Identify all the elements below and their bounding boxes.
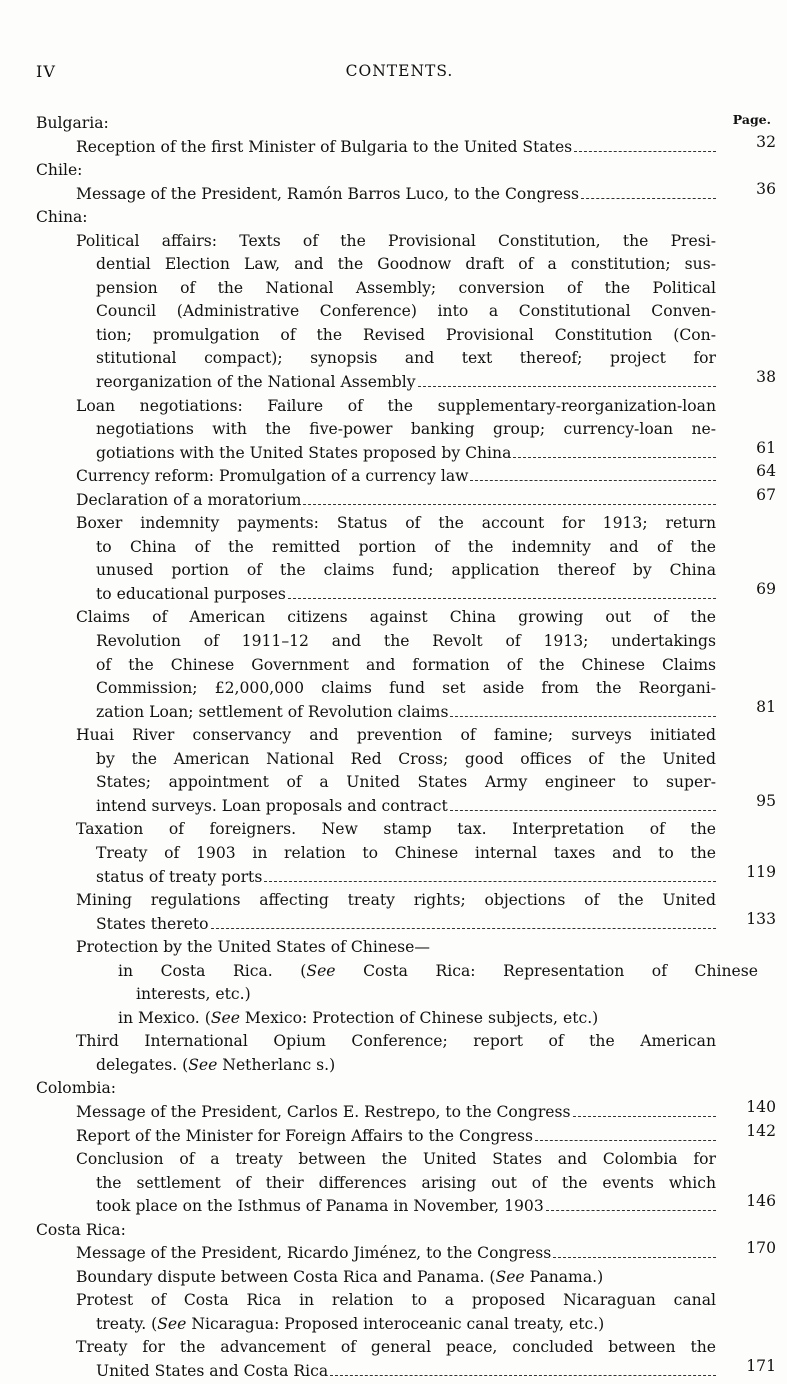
toc-entry-text: Revolution of 1911–12 and the Revolt of 1913; undertakings [96,632,716,651]
entry-text-post: Costa Rica: Representation of Chinese [335,961,758,980]
entry-text-pre: treaty. ( [96,1314,158,1333]
toc-entry-line [36,748,778,772]
page-number: 142 [746,1121,776,1140]
toc-entry-line [36,697,778,725]
toc-entry-text: gotiations with the United States proposed by China [96,443,512,462]
toc-entry-text: Report of the Minister for Foreign Affairs to the Congress [76,1126,533,1145]
toc-entry-text: Commission; £2,000,000 claims fund set aside from the Reorgani- [96,679,716,698]
dot-leader [574,151,716,152]
page-number: 146 [746,1192,776,1211]
page-number: 67 [756,485,776,504]
toc-entry-text: Protection by the United States of Chinese— [76,938,430,957]
dot-leader [470,480,716,481]
toc-entry-text: Political affairs: Texts of the Provisional Constitution, the Presi- [76,231,716,250]
toc-entry-text: status of treaty ports [96,867,263,886]
toc-entry-text: Huai River conservancy and prevention of famine; surveys initiated [76,726,716,745]
entry-text-post: Panama.) [524,1267,604,1286]
toc-entry-line [36,1336,778,1360]
page-number: 36 [756,179,776,198]
toc-entry-line [36,818,778,842]
toc-entry-text: Bulgaria: [36,114,109,132]
page-number: 32 [756,132,776,151]
toc-entry-text: reorganization of the National Assembly [96,373,416,392]
toc-entry-line [36,1192,778,1219]
page-number: 64 [756,462,776,481]
toc-entry-line [36,438,778,466]
toc-country-heading [36,1219,778,1243]
entry-text-pre: delegates. ( [96,1055,189,1074]
toc-entry-text: Treaty for the advancement of general peace, concluded between the [76,1338,716,1357]
toc-entry-text: negotiations with the five-power banking group; currency-loan ne- [96,420,716,439]
page-number: 133 [746,909,776,928]
toc-entry-line [36,132,778,160]
page-number: 171 [746,1356,776,1375]
toc-entry-text: Colombia: [36,1079,117,1098]
see-reference: See [210,1008,240,1027]
toc-entry-text [118,960,758,984]
dot-leader [303,504,716,505]
toc-entry-text: Loan negotiations: Failure of the supplementary-reorganization-loan [76,396,716,415]
toc-entry-line [36,485,778,513]
toc-entry-text: Message of the President, Ricardo Jiménez, to the Congress [76,1244,552,1263]
entry-text-pre: Boundary dispute between Costa Rica and Panama. ( [76,1267,496,1286]
toc-entry-line [36,960,778,984]
toc-entry-text: China: [36,208,88,227]
dot-leader [581,198,716,199]
dot-leader [535,1140,716,1141]
toc-entry-line [36,654,778,678]
toc-entry-text: Costa Rica: [36,1220,126,1239]
toc-entry-line [36,1030,778,1054]
toc-entry-text: Protest of Costa Rica in relation to a proposed Nicaraguan canal [76,1291,716,1310]
toc-entry-line [36,909,778,937]
toc-entry-line [36,936,778,960]
page-folio: IV [36,62,56,81]
running-title: CONTENTS. [345,62,454,80]
dot-leader [211,928,716,929]
see-reference: See [157,1314,187,1333]
toc-entry-text: stitutional compact); synopsis and text thereof; project for [96,349,716,368]
toc-entry-line [36,559,778,583]
toc-entry-line [36,1148,778,1172]
toc-entry-text: Third International Opium Conference; report of the American [76,1032,716,1051]
toc-entry-text: Chile: [36,161,83,180]
toc-entry-text: the settlement of their differences arising out of the events which [96,1173,716,1192]
toc-entry-line [36,512,778,536]
toc-entry-line [36,606,778,630]
dot-leader [450,716,716,717]
dot-leader [573,1116,716,1117]
see-reference: See [495,1267,525,1286]
toc-entry-line [36,1097,778,1125]
page-number: 95 [756,791,776,810]
toc-entry-text [96,1313,604,1337]
toc-country-heading [36,112,778,136]
entry-text-pre: in Costa Rica. ( [118,961,307,980]
toc-entry-text: pension of the National Assembly; conversion of the Political [96,278,716,297]
toc-entry-line [36,1313,778,1337]
toc-entry-text: Currency reform: Promulgation of a currency law [76,467,469,486]
page-number: 170 [746,1239,776,1258]
toc-entry-text: tion; promulgation of the Revised Provisional Constitution (Con- [96,325,716,344]
dot-leader [264,881,716,882]
page-number: 140 [746,1097,776,1116]
dot-leader [513,457,716,458]
toc-entry-line [36,1356,778,1384]
page-number: 81 [756,697,776,716]
toc-entry-line [36,179,778,207]
toc-country-heading [36,159,778,183]
toc-entry-line [36,1266,778,1290]
toc-entry-line [36,1054,778,1078]
page-number: 119 [746,862,776,881]
toc-entry-line [36,418,778,442]
page-number: 69 [756,579,776,598]
toc-entry-line [36,791,778,819]
entry-text-pre: in Mexico. ( [118,1008,211,1027]
toc-entry-text: Declaration of a moratorium [76,490,302,509]
toc-entry-text: Council (Administrative Conference) into a Constitutional Conven- [96,302,716,321]
toc-entry-line [36,253,778,277]
toc-entry-text: zation Loan; settlement of Revolution claims [96,702,449,721]
toc-entry-text: Treaty of 1903 in relation to Chinese internal taxes and to the [96,843,716,862]
dot-leader [288,598,716,599]
dot-leader [546,1210,716,1211]
page-number: 61 [756,438,776,457]
toc-entry-text: intend surveys. Loan proposals and contract [96,796,448,815]
toc-entry-line [36,536,778,560]
toc-entry-line [36,300,778,324]
toc-entry-text: United States and Costa Rica [96,1361,329,1380]
toc-entry-text: Taxation of foreigners. New stamp tax. Interpretation of the [76,820,716,839]
page-column-heading: Page. [732,112,771,127]
toc-entry-text: interests, etc.) [136,985,251,1004]
dot-leader [553,1257,716,1258]
toc-entry-line [36,324,778,348]
toc-entry-line [36,724,778,748]
toc-entry-text: unused portion of the claims fund; application thereof by China [96,561,716,580]
toc-entry-text: to educational purposes [96,584,286,603]
toc-entry-text: dential Election Law, and the Goodnow draft of a constitution; sus- [96,255,716,274]
toc-entry-line [36,889,778,913]
toc-entry-line [36,579,778,607]
toc-entry-text: Conclusion of a treaty between the United States and Colombia for [76,1150,716,1169]
dot-leader [418,386,716,387]
toc-entry-text: Reception of the first Minister of Bulgaria to the United States [76,137,573,156]
toc-entry-text: Boxer indemnity payments: Status of the account for 1913; return [76,514,716,533]
toc-entry-text: Claims of American citizens against China growing out of the [76,608,716,627]
see-reference: See [306,961,336,980]
toc-entry-text [76,1266,603,1290]
dot-leader [450,810,716,811]
toc-entry-line [36,462,778,489]
toc-country-heading [36,1077,778,1101]
toc-entry-line [36,230,778,254]
toc-entry-text [118,1007,598,1031]
contents-list [36,112,778,1384]
toc-entry-line [36,1172,778,1196]
toc-entry-line [36,630,778,654]
toc-entry-line [36,842,778,866]
toc-entry-line [36,1239,778,1266]
entry-text-post: Mexico: Protection of Chinese subjects, etc.) [239,1008,599,1027]
toc-entry-text [96,1054,335,1078]
dot-leader [330,1375,716,1376]
entry-text-post: Netherlanc s.) [217,1055,336,1074]
toc-entry-text: Message of the President, Ramón Barros Luco, to the Congress [76,184,580,203]
toc-entry-text: by the American National Red Cross; good offices of the United [96,749,716,768]
toc-entry-text: Message of the President, Carlos E. Restrepo, to the Congress [76,1102,571,1121]
toc-entry-line [36,1007,778,1031]
toc-entry-line [36,677,778,701]
toc-entry-text: of the Chinese Government and formation of the Chinese Claims [96,655,716,674]
toc-entry-text: to China of the remitted portion of the indemnity and of the [96,537,716,556]
page-number: 38 [756,368,776,387]
toc-entry-line [36,368,778,395]
toc-entry-text: States thereto [96,914,209,933]
page-header [36,62,763,86]
toc-entry-line [36,862,778,890]
toc-entry-text: States; appointment of a United States Army engineer to super- [96,773,716,792]
toc-entry-line [36,1289,778,1313]
toc-entry-text: took place on the Isthmus of Panama in November, 1903 [96,1197,544,1216]
toc-entry-line [36,983,778,1007]
see-reference: See [188,1055,218,1074]
toc-entry-text: Mining regulations affecting treaty rights; objections of the United [76,891,716,910]
toc-entry-line [36,395,778,419]
toc-country-heading [36,206,778,230]
toc-entry-line [36,1121,778,1149]
toc-entry-line [36,771,778,795]
toc-entry-line [36,347,778,371]
entry-text-post: Nicaragua: Proposed interoceanic canal treaty, etc.) [186,1314,605,1333]
toc-entry-line [36,277,778,301]
